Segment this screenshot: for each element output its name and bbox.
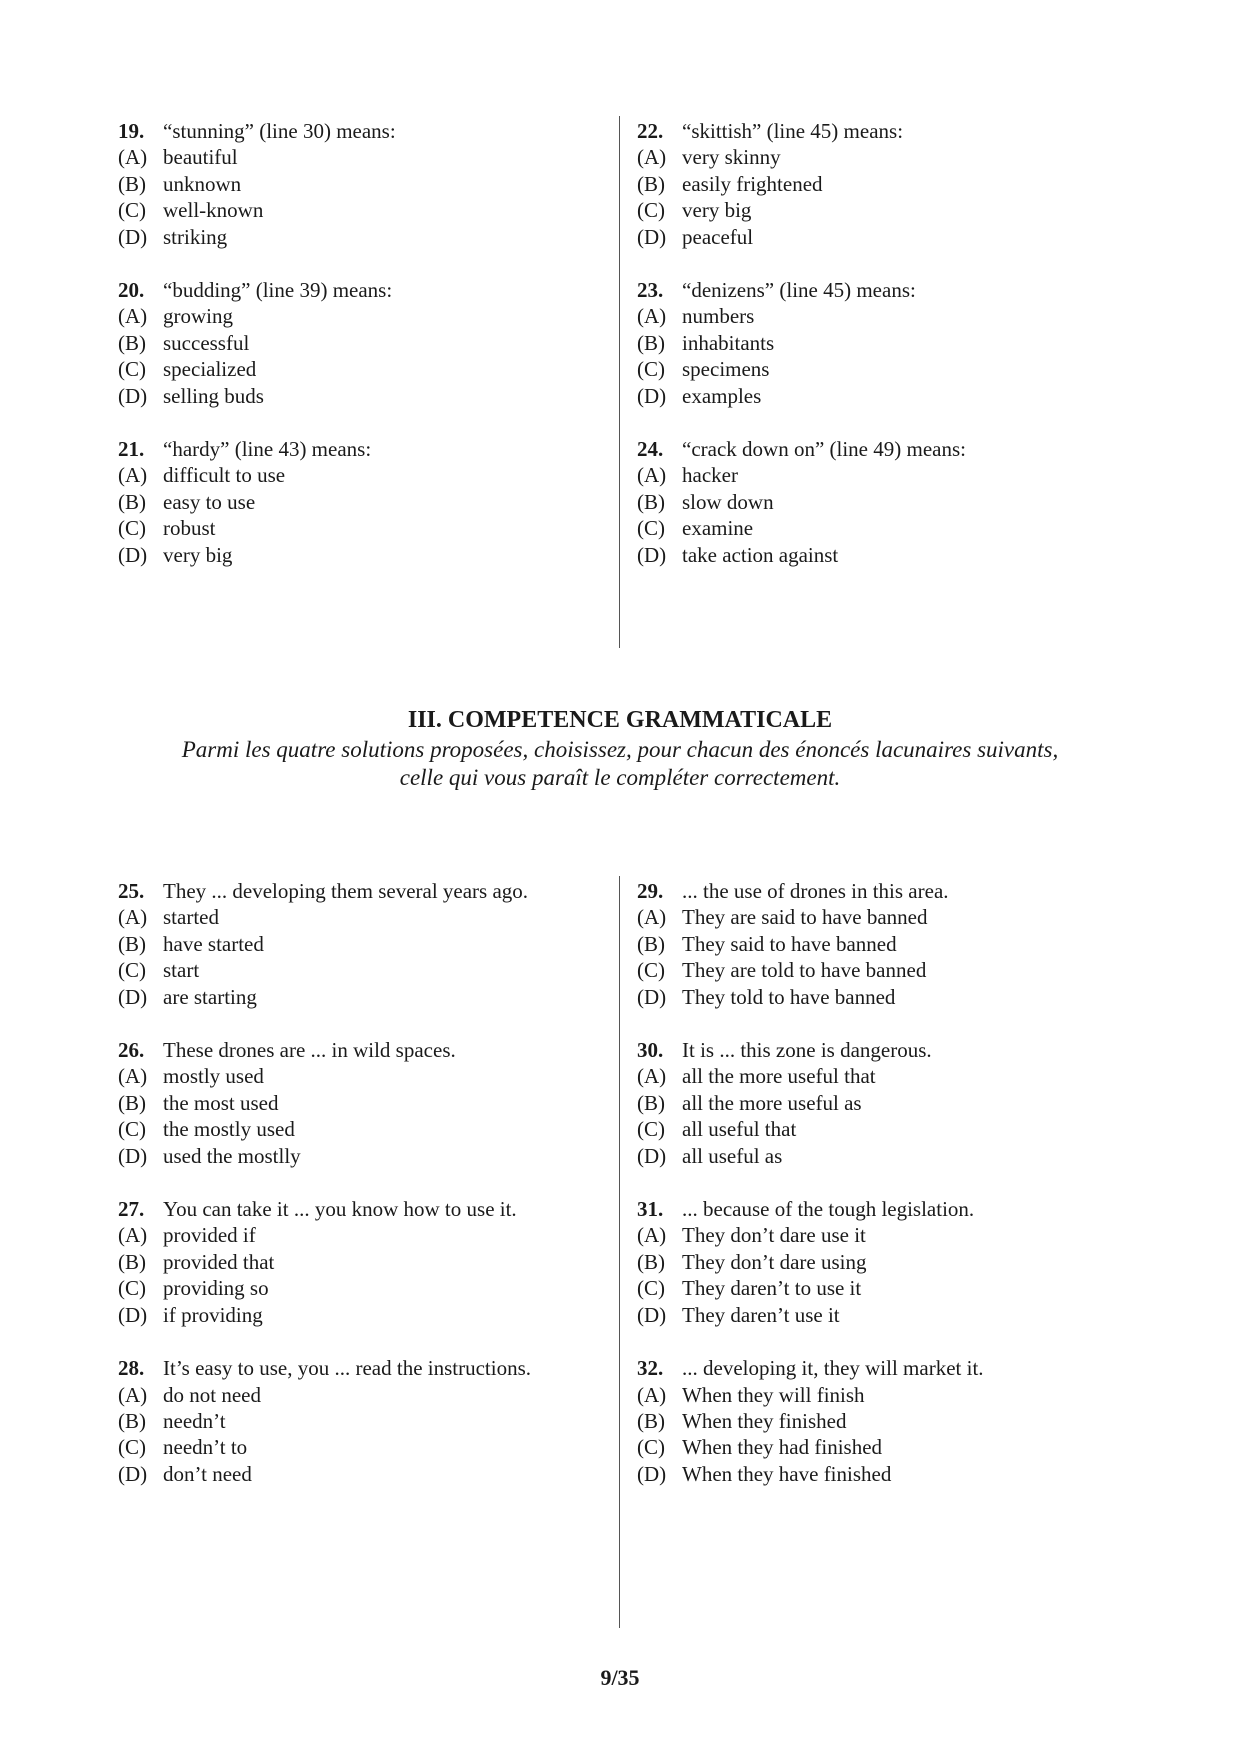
option-letter: (A): [118, 463, 148, 488]
question-stem: [118, 436, 598, 462]
option-letter: (B): [118, 330, 146, 355]
answer-option[interactable]: [118, 1063, 598, 1089]
option-letter: (C): [637, 1276, 665, 1301]
option-text: peaceful: [682, 224, 754, 249]
instruction-line-1: Parmi les quatre solutions proposées, choisissez, pour chacun des énoncés lacunaires suivants,: [181, 737, 1059, 762]
answer-option[interactable]: [637, 462, 1117, 488]
question-stem: [118, 1196, 598, 1222]
answer-option[interactable]: [637, 515, 1117, 541]
answer-option[interactable]: [637, 144, 1117, 170]
question-stem: [118, 277, 598, 303]
option-letter: (B): [118, 1408, 146, 1433]
option-text: started: [163, 905, 219, 930]
option-letter: (D): [118, 1143, 148, 1168]
option-letter: (A): [637, 304, 667, 329]
answer-option[interactable]: [637, 330, 1117, 356]
option-letter: (C): [118, 357, 146, 382]
option-letter: (D): [118, 383, 148, 408]
question-text: ... because of the tough legislation.: [682, 1197, 975, 1222]
answer-option[interactable]: [637, 1116, 1117, 1142]
option-text: They are told to have banned: [682, 958, 927, 983]
option-letter: (B): [118, 489, 146, 514]
question-text: It is ... this zone is dangerous.: [682, 1038, 932, 1063]
answer-option[interactable]: [118, 171, 598, 197]
option-letter: (B): [637, 1408, 665, 1433]
option-text: difficult to use: [163, 463, 286, 488]
question-number: 24.: [637, 437, 664, 462]
option-letter: (B): [118, 1249, 146, 1274]
answer-option[interactable]: [637, 489, 1117, 515]
option-letter: (D): [637, 224, 667, 249]
answer-option[interactable]: [118, 1382, 598, 1408]
option-text: striking: [163, 224, 228, 249]
option-text: beautiful: [163, 145, 238, 170]
option-text: needn’t to: [163, 1435, 248, 1460]
answer-option[interactable]: [637, 904, 1117, 930]
answer-option[interactable]: [118, 1116, 598, 1142]
answer-option[interactable]: [637, 1222, 1117, 1248]
answer-option[interactable]: [118, 144, 598, 170]
answer-option[interactable]: [637, 1063, 1117, 1089]
question-stem: [637, 277, 1117, 303]
answer-option[interactable]: [118, 1222, 598, 1248]
column-divider-bottom: [619, 876, 620, 1628]
option-letter: (C): [118, 516, 146, 541]
option-letter: (B): [637, 1090, 665, 1115]
question-item: [118, 878, 598, 1010]
option-text: numbers: [682, 304, 755, 329]
option-text: When they finished: [682, 1408, 847, 1433]
option-text: easily frightened: [682, 171, 823, 196]
question-item: [637, 436, 1117, 568]
option-letter: (C): [118, 1276, 146, 1301]
answer-option[interactable]: [637, 1434, 1117, 1460]
option-text: used the mostlly: [163, 1143, 301, 1168]
option-text: all useful as: [682, 1143, 783, 1168]
question-item: [118, 436, 598, 568]
option-text: They told to have banned: [682, 984, 896, 1009]
question-text: They ... developing them several years ago.: [163, 879, 529, 903]
answer-option[interactable]: [118, 462, 598, 488]
option-letter: (A): [118, 304, 148, 329]
question-text: “denizens” (line 45) means:: [682, 278, 916, 303]
option-letter: (A): [118, 905, 148, 930]
option-text: don’t need: [163, 1461, 252, 1486]
option-text: needn’t: [163, 1408, 226, 1433]
option-text: well-known: [163, 198, 264, 223]
option-text: take action against: [682, 542, 839, 567]
option-letter: (D): [118, 984, 148, 1009]
question-number: 31.: [637, 1197, 664, 1222]
option-letter: (A): [118, 1064, 148, 1089]
option-text: When they have finished: [682, 1461, 892, 1486]
question-stem: [637, 436, 1117, 462]
answer-option[interactable]: [637, 1249, 1117, 1275]
option-letter: (A): [118, 145, 148, 170]
option-text: When they had finished: [682, 1435, 883, 1460]
question-text: “crack down on” (line 49) means:: [682, 437, 966, 462]
answer-option[interactable]: [637, 1461, 1117, 1487]
option-text: They don’t dare using: [682, 1249, 867, 1274]
option-text: provided that: [163, 1249, 275, 1274]
question-item: [637, 1196, 1117, 1328]
option-text: are starting: [163, 984, 257, 1009]
option-text: all the more useful that: [682, 1064, 876, 1089]
answer-option[interactable]: [118, 303, 598, 329]
section-title: III. COMPETENCE GRAMMATICALE: [407, 707, 833, 733]
answer-option[interactable]: [118, 1143, 598, 1169]
question-item: [637, 1037, 1117, 1169]
option-letter: (B): [118, 171, 146, 196]
option-text: very big: [163, 542, 233, 567]
question-item: [118, 1037, 598, 1169]
option-text: all useful that: [682, 1117, 797, 1142]
option-text: robust: [163, 516, 216, 541]
option-text: specialized: [163, 357, 257, 382]
answer-option[interactable]: [118, 542, 598, 568]
option-letter: (D): [118, 542, 148, 567]
option-letter: (D): [637, 1143, 667, 1168]
answer-option[interactable]: [118, 1408, 598, 1434]
answer-option[interactable]: [118, 904, 598, 930]
question-stem: [118, 1037, 598, 1063]
option-text: the most used: [163, 1090, 279, 1115]
option-text: hacker: [682, 463, 738, 488]
option-letter: (A): [637, 1382, 667, 1407]
option-letter: (A): [118, 1223, 148, 1248]
answer-option[interactable]: [637, 1275, 1117, 1301]
answer-option[interactable]: [118, 330, 598, 356]
option-text: provided if: [163, 1223, 256, 1248]
option-letter: (A): [637, 1223, 667, 1248]
answer-option[interactable]: [118, 1249, 598, 1275]
question-text: You can take it ... you know how to use it.: [163, 1197, 517, 1222]
option-letter: (D): [637, 984, 667, 1009]
option-text: providing so: [163, 1276, 269, 1301]
option-letter: (D): [637, 1461, 667, 1486]
option-text: They daren’t to use it: [682, 1276, 862, 1301]
answer-option[interactable]: [118, 931, 598, 957]
option-letter: (D): [118, 1461, 148, 1486]
option-letter: (B): [637, 171, 665, 196]
question-number: 28.: [118, 1356, 145, 1381]
question-number: 32.: [637, 1356, 664, 1381]
question-item: [118, 277, 598, 409]
question-text: It’s easy to use, you ... read the instructions.: [163, 1356, 532, 1381]
answer-option[interactable]: [118, 489, 598, 515]
option-text: They said to have banned: [682, 931, 897, 956]
instruction-line-2: celle qui vous paraît le compléter correctement.: [399, 765, 841, 790]
option-letter: (A): [637, 905, 667, 930]
question-text: These drones are ... in wild spaces.: [163, 1038, 456, 1063]
option-text: slow down: [682, 489, 774, 514]
answer-option[interactable]: [118, 515, 598, 541]
question-number: 20.: [118, 278, 145, 303]
section-instructions: [0, 736, 1240, 792]
option-letter: (C): [637, 1117, 665, 1142]
question-text: “stunning” (line 30) means:: [163, 119, 396, 143]
option-text: very skinny: [682, 145, 781, 170]
answer-option[interactable]: [118, 1275, 598, 1301]
option-text: easy to use: [163, 489, 256, 514]
question-number: 26.: [118, 1038, 145, 1063]
question-number: 29.: [637, 879, 664, 903]
option-letter: (A): [637, 1064, 667, 1089]
answer-option[interactable]: [637, 984, 1117, 1010]
option-letter: (C): [637, 357, 665, 382]
answer-option[interactable]: [637, 957, 1117, 983]
answer-option[interactable]: [637, 224, 1117, 250]
question-stem: [637, 1037, 1117, 1063]
answer-option[interactable]: [118, 1461, 598, 1487]
option-letter: (D): [118, 1302, 148, 1327]
option-letter: (C): [118, 1435, 146, 1460]
option-text: do not need: [163, 1382, 261, 1407]
answer-option[interactable]: [118, 1090, 598, 1116]
answer-option[interactable]: [118, 224, 598, 250]
top-right-column: [637, 118, 1117, 595]
option-text: inhabitants: [682, 330, 775, 355]
option-text: unknown: [163, 171, 242, 196]
answer-option[interactable]: [637, 356, 1117, 382]
option-text: They don’t dare use it: [682, 1223, 866, 1248]
question-number: 30.: [637, 1038, 664, 1063]
question-stem: [118, 878, 598, 904]
question-stem: [637, 1196, 1117, 1222]
question-text: “budding” (line 39) means:: [163, 278, 393, 303]
option-text: very big: [682, 198, 752, 223]
option-letter: (A): [637, 463, 667, 488]
option-text: specimens: [682, 357, 770, 382]
question-text: “hardy” (line 43) means:: [163, 437, 372, 462]
option-letter: (C): [118, 958, 146, 983]
question-text: “skittish” (line 45) means:: [682, 119, 904, 143]
column-divider-top: [619, 116, 620, 648]
option-text: examine: [682, 516, 754, 541]
option-text: They are said to have banned: [682, 905, 928, 930]
option-text: When they will finish: [682, 1382, 865, 1407]
answer-option[interactable]: [118, 356, 598, 382]
answer-option[interactable]: [637, 197, 1117, 223]
answer-option[interactable]: [637, 303, 1117, 329]
option-text: They daren’t use it: [682, 1302, 840, 1327]
bottom-left-column: [118, 878, 598, 1514]
answer-option[interactable]: [637, 383, 1117, 409]
option-letter: (C): [637, 516, 665, 541]
question-text: ... developing it, they will market it.: [682, 1356, 984, 1381]
answer-option[interactable]: [637, 1408, 1117, 1434]
option-letter: (B): [637, 931, 665, 956]
option-text: if providing: [163, 1302, 263, 1327]
question-item: [637, 277, 1117, 409]
option-text: have started: [163, 931, 264, 956]
answer-option[interactable]: [637, 542, 1117, 568]
question-text: ... the use of drones in this area.: [682, 879, 949, 903]
question-item: [118, 1196, 598, 1328]
answer-option[interactable]: [637, 171, 1117, 197]
question-item: [118, 118, 598, 250]
answer-option[interactable]: [637, 1382, 1117, 1408]
option-letter: (B): [637, 489, 665, 514]
question-number: 22.: [637, 119, 664, 143]
question-item: [118, 1355, 598, 1487]
option-letter: (B): [118, 1090, 146, 1115]
question-item: [637, 878, 1117, 1010]
option-text: successful: [163, 330, 250, 355]
option-text: growing: [163, 304, 233, 329]
option-letter: (B): [637, 1249, 665, 1274]
option-text: start: [163, 958, 200, 983]
answer-option[interactable]: [118, 957, 598, 983]
option-text: mostly used: [163, 1064, 264, 1089]
question-number: 21.: [118, 437, 145, 462]
question-item: [637, 118, 1117, 250]
question-stem: [637, 878, 1117, 904]
answer-option[interactable]: [637, 1090, 1117, 1116]
answer-option[interactable]: [637, 1302, 1117, 1328]
question-number: 25.: [118, 879, 145, 903]
option-text: examples: [682, 383, 762, 408]
question-number: 19.: [118, 119, 145, 143]
option-letter: (D): [118, 224, 148, 249]
answer-option[interactable]: [118, 1434, 598, 1460]
question-number: 27.: [118, 1197, 145, 1222]
question-number: 23.: [637, 278, 664, 303]
question-stem: [637, 118, 1117, 144]
answer-option[interactable]: [118, 197, 598, 223]
option-letter: (D): [637, 383, 667, 408]
answer-option[interactable]: [118, 383, 598, 409]
option-letter: (C): [118, 198, 146, 223]
option-letter: (A): [637, 145, 667, 170]
question-stem: [118, 1355, 598, 1381]
top-left-column: [118, 118, 598, 595]
option-letter: (C): [637, 958, 665, 983]
bottom-right-column: [637, 878, 1117, 1514]
option-text: selling buds: [163, 383, 264, 408]
option-letter: (B): [118, 931, 146, 956]
option-letter: (A): [118, 1382, 148, 1407]
option-letter: (D): [637, 542, 667, 567]
option-letter: (D): [637, 1302, 667, 1327]
answer-option[interactable]: [637, 931, 1117, 957]
question-stem: [118, 118, 598, 144]
question-item: [637, 1355, 1117, 1487]
option-letter: (B): [637, 330, 665, 355]
option-letter: (C): [637, 1435, 665, 1460]
answer-option[interactable]: [118, 984, 598, 1010]
option-text: the mostly used: [163, 1117, 295, 1142]
option-letter: (C): [118, 1117, 146, 1142]
option-letter: (C): [637, 198, 665, 223]
question-stem: [637, 1355, 1117, 1381]
answer-option[interactable]: [118, 1302, 598, 1328]
answer-option[interactable]: [637, 1143, 1117, 1169]
page-number: 9/35: [600, 1665, 640, 1690]
option-text: all the more useful as: [682, 1090, 862, 1115]
